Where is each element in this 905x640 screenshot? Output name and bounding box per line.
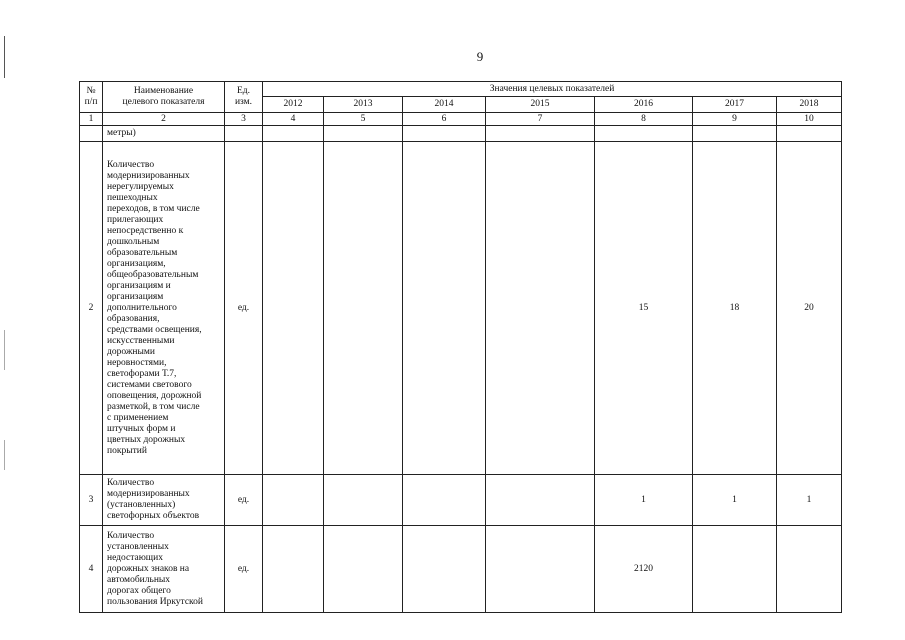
- header-year: 2015: [486, 97, 595, 113]
- header-unit: Ед. изм.: [225, 82, 263, 113]
- cell-empty: [595, 126, 693, 142]
- table-row: [80, 142, 842, 475]
- row-value-2017: 18: [693, 142, 777, 475]
- table-row-continuation: [80, 126, 842, 142]
- column-number: 8: [595, 113, 693, 126]
- column-number: 4: [263, 113, 324, 126]
- table-header-row: [80, 82, 842, 97]
- cell-empty: [225, 126, 263, 142]
- column-number: 5: [324, 113, 403, 126]
- row-value-2017: [693, 526, 777, 613]
- column-number: 7: [486, 113, 595, 126]
- row-value-2018: 1: [777, 475, 842, 526]
- row-value-2013: [324, 526, 403, 613]
- column-numbers-row: [80, 113, 842, 126]
- row-value-2015: [486, 475, 595, 526]
- row-value-2012: [263, 526, 324, 613]
- cell-empty: [80, 126, 103, 142]
- page-number: 9: [476, 49, 484, 64]
- cell-empty: [693, 126, 777, 142]
- header-name: Наименование целевого показателя: [103, 82, 225, 113]
- header-year: 2017: [693, 97, 777, 113]
- row-unit: ед.: [225, 526, 263, 613]
- row-value-2013: [324, 142, 403, 475]
- table-row: [80, 475, 842, 526]
- header-year: 2013: [324, 97, 403, 113]
- column-number: 6: [403, 113, 486, 126]
- column-number: 3: [225, 113, 263, 126]
- row-value-2018: 20: [777, 142, 842, 475]
- header-num: № п/п: [80, 82, 103, 113]
- header-year: 2018: [777, 97, 842, 113]
- row-name: Количество установленных недостающих дорожных знаков на автомобильных дорогах общего пользования Иркутской: [103, 526, 225, 613]
- table-row: [80, 526, 842, 613]
- row-value-2014: [403, 475, 486, 526]
- row-num: 3: [80, 475, 103, 526]
- column-number: 10: [777, 113, 842, 126]
- row-name: Количество модернизированных (установленных) светофорных объектов: [103, 475, 225, 526]
- row-value-2012: [263, 142, 324, 475]
- cell-empty: [486, 126, 595, 142]
- cell-empty: [263, 126, 324, 142]
- row-value-2015: [486, 526, 595, 613]
- row-name: Количество модернизированных нерегулируемых пешеходных переходов, в том числе прилегающих непосредственно к дошкольным образовательным организациям, общеобразовательным организациям и организациям дополнительного образования, средствами освещения, искусственными дорожными неровностями, светофорами Т.7, системами светового оповещения, дорожной разметкой, в том числе с применением штучных форм и цветных дорожных покрытий: [103, 142, 225, 475]
- cell-empty: [777, 126, 842, 142]
- column-number: 2: [103, 113, 225, 126]
- continuation-text: метры): [103, 126, 225, 142]
- cell-empty: [403, 126, 486, 142]
- header-year: 2012: [263, 97, 324, 113]
- row-unit: ед.: [225, 475, 263, 526]
- row-value-2014: [403, 142, 486, 475]
- header-values-title: Значения целевых показателей: [263, 82, 842, 97]
- row-value-2018: [777, 526, 842, 613]
- column-number: 1: [80, 113, 103, 126]
- column-number: 9: [693, 113, 777, 126]
- row-num: 2: [80, 142, 103, 475]
- header-year: 2014: [403, 97, 486, 113]
- header-year: 2016: [595, 97, 693, 113]
- row-num: 4: [80, 526, 103, 613]
- row-value-2017: 1: [693, 475, 777, 526]
- cell-empty: [324, 126, 403, 142]
- row-value-2016: 2120: [595, 526, 693, 613]
- row-value-2016: 15: [595, 142, 693, 475]
- scan-edge-mark: [4, 36, 5, 78]
- row-unit: ед.: [225, 142, 263, 475]
- target-indicators-table: [79, 81, 842, 613]
- scan-edge-mark: [4, 330, 5, 370]
- row-value-2013: [324, 475, 403, 526]
- row-value-2014: [403, 526, 486, 613]
- row-value-2016: 1: [595, 475, 693, 526]
- row-value-2015: [486, 142, 595, 475]
- scan-edge-mark: [4, 440, 5, 470]
- row-value-2012: [263, 475, 324, 526]
